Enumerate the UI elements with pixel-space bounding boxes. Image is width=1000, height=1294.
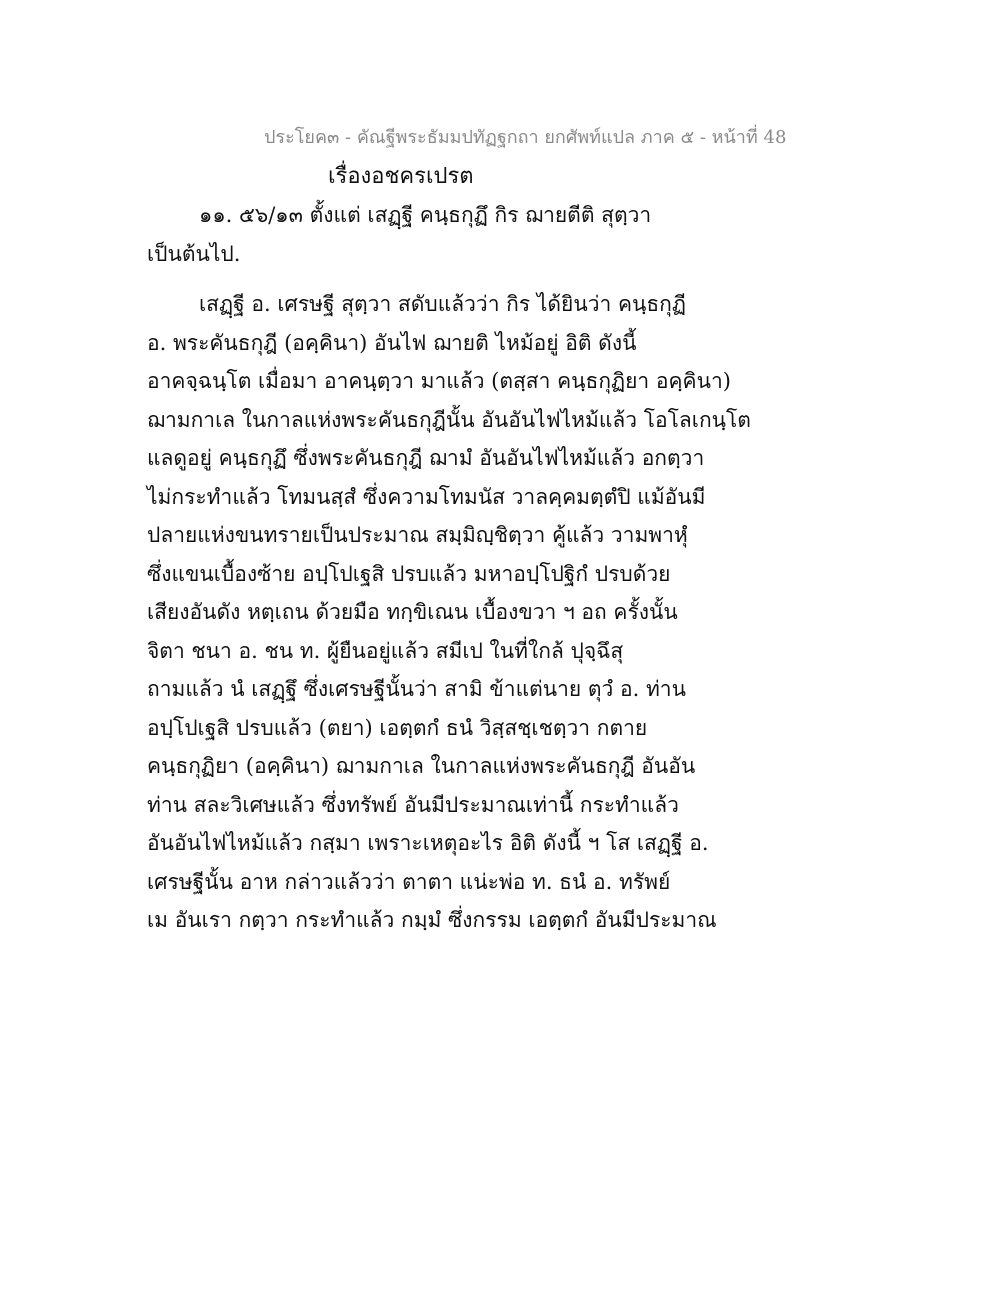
text-line: ๑๑. ๕๖/๑๓ ตั้งแต่ เสฏฺฐี คนฺธกุฏึ กิร ฌายตีติ สุตฺวา [199,203,652,227]
text-line: อ. พระคันธกุฎี (อคฺคินา) อันไฟ ฌายติ ไหม้อยู่ อิติ ดังนี้ [147,330,637,355]
text-line: ซึ่งแขนเบื้องซ้าย อปฺโปเฐสิ ปรบแล้ว มหาอปฺโปฐิกํ ปรบด้วย [147,561,671,586]
text-line: เศรษฐีนั้น อาห กล่าวแล้วว่า ตาตา แน่ะพ่อ ท. ธนํ อ. ทรัพย์ [147,869,671,894]
text-line: แลดูอยู่ คนฺธกุฏึ ซึ่งพระคันธกุฎี ฌามํ อันอันไฟไหม้แล้ว อกตฺวา [147,446,705,470]
text-line: เป็นต้นไป. [147,241,241,266]
text-line: ฌามกาเล ในกาลแห่งพระคันธกุฎีนั้น อันอันไฟไหม้แล้ว โอโลเกนฺโต [147,407,751,432]
body-text [147,196,751,940]
text-line: คนฺธกุฏิยา (อคฺคินา) ฌามกาเล ในกาลแห่งพระคันธกุฎี อันอัน [147,754,696,778]
paragraph-1 [147,196,707,273]
paragraph-gap [147,273,707,285]
text-line: อาคจฺฉนฺโต เมื่อมา อาคนฺตฺวา มาแล้ว (ตสฺสา คนฺธกุฏิยา อคฺคินา) [147,369,731,393]
running-header: ประโยค๓ - คัณฐีพระธัมมปทัฏฐกถา ยกศัพท์แปล ภาค ๕ - หน้าที่ 48 [264,127,787,148]
text-line: ท่าน สละวิเศษแล้ว ซึ่งทรัพย์ อันมีประมาณเท่านี้ กระทำแล้ว [147,792,679,817]
text-line: อปฺโปเฐสิ ปรบแล้ว (ตยา) เอตฺตกํ ธนํ วิสฺสชฺเชตฺวา กตาย [147,715,648,740]
text-line: ถามแล้ว นํ เสฏฺฐึ ซึ่งเศรษฐีนั้นว่า สามิ ข้าแต่นาย ตุวํ อ. ท่าน [147,677,686,701]
text-line: อันอันไฟไหม้แล้ว กสฺมา เพราะเหตุอะไร อิติ ดังนี้ ฯ โส เสฏฺฐี อ. [147,831,709,855]
text-line: เสียงอันดัง หตฺเถน ด้วยมือ ทกฺขิเณน เบื้องขวา ฯ อถ ครั้งนั้น [147,600,678,624]
text-line: ปลายแห่งขนทรายเป็นประมาณ สมฺมิญฺชิตฺวา คู้แล้ว วามพาหุํ [147,523,688,547]
text-line: ไม่กระทำแล้ว โทมนสฺสํ ซึ่งความโทมนัส วาลคฺคมตฺตํปิ แม้อันมี [147,484,706,509]
story-title: เรื่องอชครเปรต [328,164,474,189]
text-line: เม อันเรา กตฺวา กระทำแล้ว กมฺมํ ซึ่งกรรม เอตฺตกํ อันมีประมาณ [147,908,717,932]
paragraph-2 [147,285,751,940]
text-line: จิตา ชนา อ. ชน ท. ผู้ยืนอยู่แล้ว สมีเป ในที่ใกล้ ปุจฺฉึสุ [147,638,624,663]
text-line: เสฏฺฐี อ. เศรษฐี สุตฺวา สดับแล้วว่า กิร ได้ยินว่า คนฺธกุฏี [199,292,686,316]
